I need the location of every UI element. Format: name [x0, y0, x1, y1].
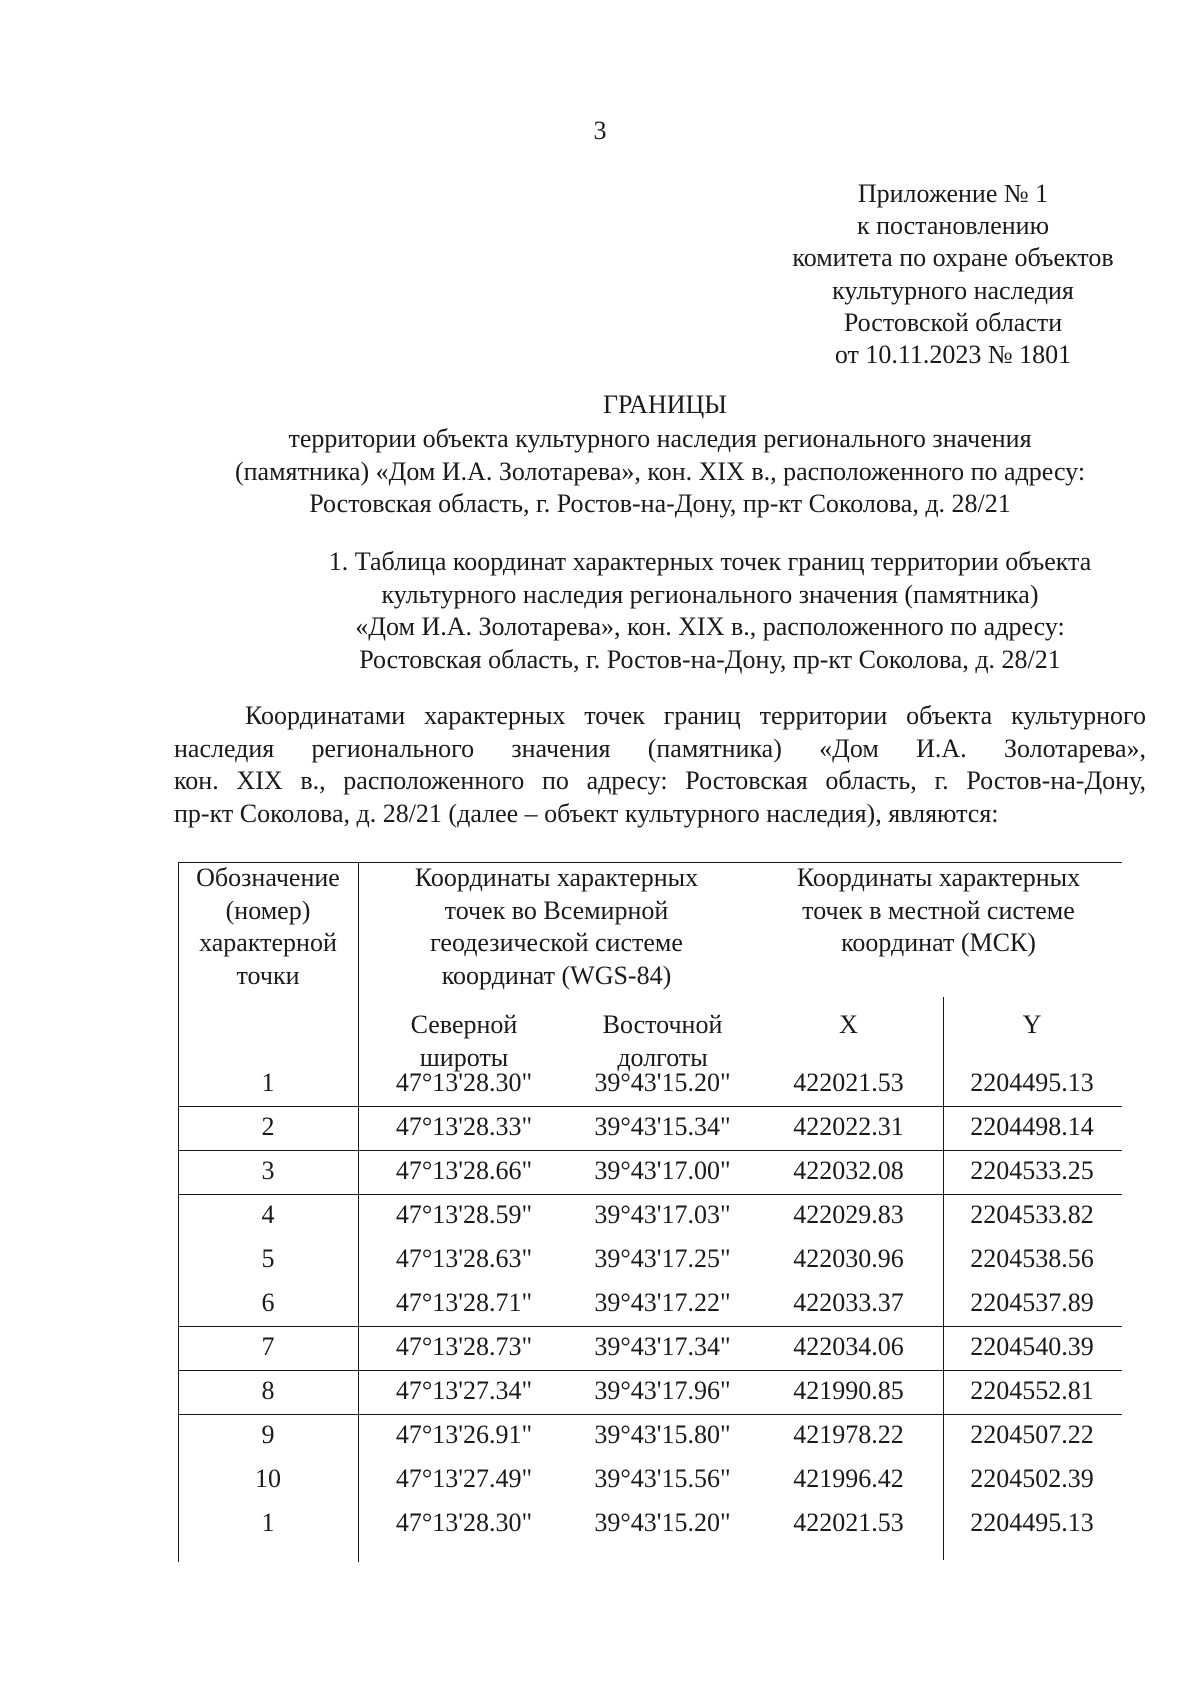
coord-y: 2204533.82: [970, 1200, 1094, 1229]
latitude: 47°13'26.91": [395, 1420, 533, 1449]
coord-x: 422021.53: [793, 1068, 904, 1097]
header-text: геодезической системе: [430, 928, 683, 957]
point-number: 1: [261, 1068, 275, 1097]
coord-y: 2204540.39: [970, 1332, 1094, 1361]
table-row: [178, 1326, 1122, 1370]
coord-y: 2204538.56: [970, 1244, 1094, 1273]
latitude: 47°13'28.30": [395, 1068, 533, 1097]
header-text: Восточной: [602, 1010, 723, 1039]
appendix-line: культурного наследия: [832, 275, 1074, 305]
header-text: характерной: [199, 928, 337, 957]
latitude: 47°13'28.30": [395, 1508, 533, 1537]
header-text: (номер): [225, 895, 311, 925]
header-text: Координаты характерных: [414, 863, 699, 892]
longitude: 39°43'17.96": [594, 1376, 731, 1405]
point-number: 6: [261, 1288, 275, 1317]
table-row: [178, 1502, 1122, 1546]
coord-y: 2204502.39: [970, 1464, 1094, 1493]
coord-y: 2204498.14: [970, 1112, 1094, 1141]
header-text: точки: [236, 960, 300, 990]
table-row: [178, 1458, 1122, 1502]
caption-line: «Дом И.А. Золотарева», кон. XIX в., расположенного по адресу:: [355, 612, 1065, 641]
coord-x: 422022.31: [793, 1112, 904, 1141]
point-number: 10: [255, 1464, 281, 1493]
document-subtitle: [180, 423, 1140, 521]
header-text: точек в местной системе: [802, 895, 1075, 925]
coord-x: 421996.42: [793, 1464, 904, 1493]
header-text: долготы: [617, 1042, 708, 1072]
header-msk: [755, 862, 1122, 960]
coord-y: 2204552.81: [970, 1376, 1094, 1405]
subtitle-line: территории объекта культурного наследия регионального значения: [288, 424, 1032, 453]
appendix-line: к постановлению: [856, 211, 1050, 241]
point-number: 2: [261, 1112, 275, 1141]
table-row: [178, 1238, 1122, 1282]
coord-y: 2204533.25: [970, 1156, 1094, 1185]
coord-x: 421978.22: [793, 1420, 904, 1449]
table-caption: [180, 546, 1200, 676]
point-number: 7: [261, 1332, 275, 1361]
longitude: 39°43'17.03": [594, 1200, 731, 1229]
latitude: 47°13'28.73": [395, 1332, 533, 1361]
longitude: 39°43'15.20": [594, 1068, 731, 1097]
header-text: Обозначение: [196, 863, 340, 892]
point-number: 3: [261, 1156, 275, 1185]
paragraph-line: пр-кт Соколова, д. 28/21 (далее – объект культурного наследия), являются:: [174, 798, 999, 828]
table-row: [178, 1414, 1122, 1458]
longitude: 39°43'15.80": [594, 1420, 731, 1449]
longitude: 39°43'17.22": [594, 1288, 731, 1317]
longitude: 39°43'15.56": [594, 1464, 731, 1493]
longitude: 39°43'15.20": [594, 1508, 731, 1537]
document-title: ГРАНИЦЫ: [603, 390, 727, 419]
latitude: 47°13'28.33": [395, 1112, 533, 1141]
longitude: 39°43'17.25": [594, 1244, 731, 1273]
latitude: 47°13'28.63": [395, 1244, 533, 1273]
table-row: [178, 1062, 1122, 1106]
caption-line: культурного наследия регионального значения (памятника): [381, 579, 1039, 609]
point-number: 8: [261, 1376, 275, 1405]
longitude: 39°43'17.34": [594, 1332, 731, 1361]
longitude: 39°43'15.34": [594, 1112, 731, 1141]
paragraph-line: наследия регионального значения (памятника) «Дом И.А. Золотарева»,: [174, 733, 1146, 763]
header-wgs84: [358, 862, 755, 992]
coord-y: 2204537.89: [970, 1288, 1094, 1317]
coord-y: 2204495.13: [970, 1068, 1094, 1097]
coord-x: 422034.06: [793, 1332, 904, 1361]
header-text: Северной: [410, 1010, 518, 1039]
header-text: широты: [419, 1042, 509, 1072]
header-text: точек во Всемирной: [444, 895, 669, 925]
coord-x: 422029.83: [793, 1200, 904, 1229]
table-row: [178, 1370, 1122, 1414]
coord-x: 422030.96: [793, 1244, 904, 1273]
point-number: 4: [261, 1200, 275, 1229]
coord-y: 2204507.22: [970, 1420, 1094, 1449]
table-row: [178, 1282, 1122, 1326]
point-number: 9: [261, 1420, 275, 1449]
point-number: 1: [261, 1508, 275, 1537]
header-point-designation: [178, 862, 358, 992]
coord-y: 2204495.13: [970, 1508, 1094, 1537]
coord-x: 421990.85: [793, 1376, 904, 1405]
table-row: [178, 1106, 1122, 1150]
latitude: 47°13'27.49": [395, 1464, 533, 1493]
table-row: [178, 1194, 1122, 1238]
coordinates-table: [178, 862, 1122, 1562]
body-paragraph: [174, 700, 1146, 830]
paragraph-line: Координатами характерных точек границ территории объекта культурного: [245, 701, 1146, 730]
table-row: [178, 1150, 1122, 1194]
coord-x: 422021.53: [793, 1508, 904, 1537]
subheader-y: Y: [1022, 1010, 1042, 1039]
latitude: 47°13'28.59": [395, 1200, 533, 1229]
coord-x: 422033.37: [793, 1288, 904, 1317]
page-number: 3: [593, 116, 607, 145]
latitude: 47°13'27.34": [395, 1376, 533, 1405]
paragraph-line: кон. XIX в., расположенного по адресу: Ростовская область, г. Ростов-на-Дону,: [174, 766, 1146, 795]
header-text: координат (WGS-84): [441, 960, 672, 990]
subtitle-line: Ростовская область, г. Ростов-на-Дону, пр-кт Соколова, д. 28/21: [309, 489, 1011, 518]
caption-line: Ростовская область, г. Ростов-на-Дону, пр-кт Соколова, д. 28/21: [359, 644, 1061, 674]
longitude: 39°43'17.00": [594, 1156, 731, 1185]
header-text: Координаты характерных: [796, 863, 1081, 892]
appendix-line: Ростовской области: [843, 307, 1063, 337]
coord-x: 422032.08: [793, 1156, 904, 1185]
appendix-line: комитета по охране объектов: [792, 243, 1114, 273]
point-number: 5: [261, 1244, 275, 1273]
header-text: координат (МСК): [841, 928, 1036, 957]
latitude: 47°13'28.71": [395, 1288, 533, 1317]
subheader-x: X: [839, 1010, 858, 1039]
subtitle-line: (памятника) «Дом И.А. Золотарева», кон. XIX в., расположенного по адресу:: [234, 456, 1086, 486]
latitude: 47°13'28.66": [395, 1156, 533, 1185]
appendix-header: [738, 178, 1168, 371]
appendix-line: Приложение № 1: [857, 179, 1049, 208]
appendix-line: от 10.11.2023 № 1801: [834, 340, 1072, 370]
caption-line: 1. Таблица координат характерных точек границ территории объекта: [328, 547, 1092, 576]
